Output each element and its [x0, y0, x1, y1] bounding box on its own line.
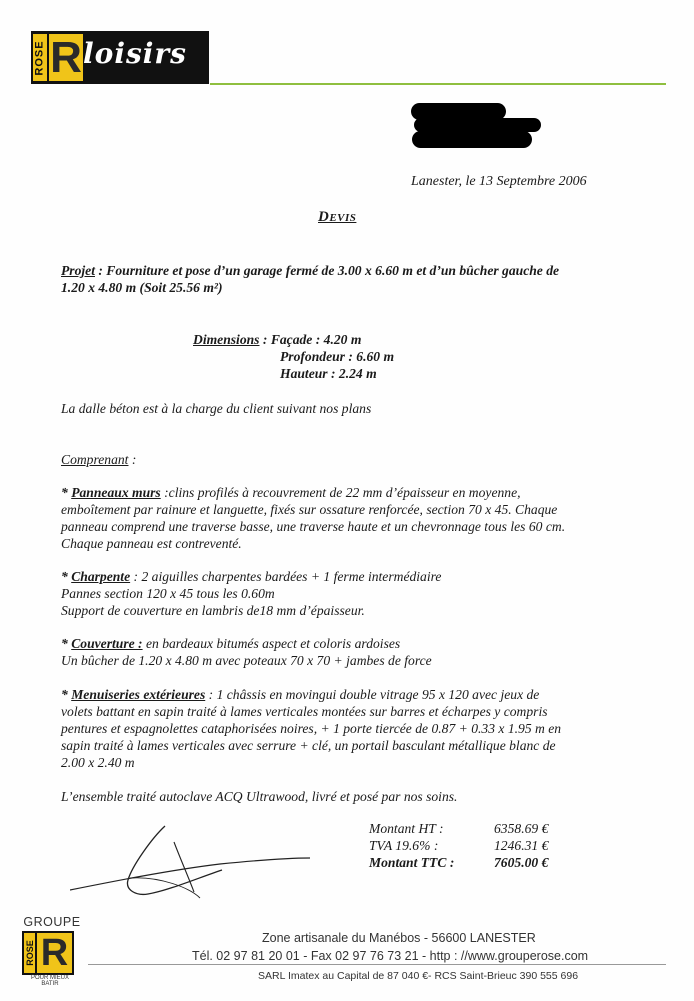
menuiseries-line-2: volets battant en sapin traité à lames verticales montées sur barres et écharpes y compris	[61, 704, 548, 719]
dalle-note: La dalle béton est à la charge du client suivant nos plans	[61, 401, 372, 416]
footer-divider	[88, 964, 666, 965]
footer-logo-tagline: POUR MIEUX BATIR	[30, 975, 69, 987]
company-logo	[31, 31, 209, 84]
menuiseries-line-4: sapin traité à lames verticales avec serrure + clé, un portail basculant métallique blanc de	[61, 738, 556, 753]
charpente-text-1: : 2 aiguilles charpentes bardées + 1 ferme intermédiaire	[130, 569, 442, 584]
dimensions-hauteur: Hauteur : 2.24 m	[280, 366, 377, 381]
panneaux-line-3: panneau comprend une traverse basse, une traverse haute et un chevronnage tous les 60 cm.	[61, 519, 566, 534]
footer-legal: SARL Imatex au Capital de 87 040 €- RCS Saint-Brieuc 390 555 696	[258, 970, 579, 982]
footer-contact: Tél. 02 97 81 20 01 - Fax 02 97 76 73 21 - http : //www.grouperose.com	[192, 949, 589, 963]
couverture-label: Couverture :	[71, 636, 143, 651]
footer-logo	[22, 915, 82, 987]
dimensions-label: Dimensions	[193, 332, 260, 347]
menuiseries-star: *	[61, 687, 72, 702]
panneaux-label: Panneaux murs	[71, 485, 161, 500]
projet-line-2: 1.20 x 4.80 m (Soit 25.56 m²)	[61, 280, 223, 295]
projet-text-1: : Fourniture et pose d’un garage fermé de 3.00 x 6.60 m et d’un bûcher gauche de	[94, 263, 560, 278]
footer-logo-groupe: GROUPE	[23, 915, 81, 929]
menuiseries-label: Menuiseries extérieures	[71, 687, 206, 702]
dimensions-facade: Façade : 4.20 m	[270, 332, 362, 347]
tva-value: 1246.31 €	[494, 838, 549, 853]
logo-rose-band	[33, 34, 47, 81]
date-line: Lanester, le 13 Septembre 2006	[411, 174, 587, 189]
charpente-line-2: Pannes section 120 x 45 tous les 0.60m	[61, 586, 275, 601]
charpente-label: Charpente	[71, 569, 131, 584]
menuiseries-text-1: : 1 châssis en movingui double vitrage 95 x 120 avec jeux de	[205, 687, 540, 702]
panneaux-star: *	[61, 485, 72, 500]
panneaux-line-4: Chaque panneau est contreventé.	[61, 536, 242, 551]
projet-line-1	[61, 262, 559, 279]
menuiseries-line-1	[61, 686, 539, 703]
logo-r-letter: R	[50, 33, 82, 82]
dimensions-sep: :	[259, 332, 271, 347]
ttc-value: 7605.00 €	[494, 855, 549, 870]
tva-label: TVA 19.6% :	[369, 838, 439, 853]
menuiseries-line-5: 2.00 x 2.40 m	[61, 755, 135, 770]
ht-label: Montant HT :	[369, 821, 444, 836]
ensemble-note: L’ensemble traité autoclave ACQ Ultrawood, livré et posé par nos soins.	[61, 789, 458, 804]
footer-logo-rose: ROSE	[24, 940, 35, 966]
dimensions-profondeur: Profondeur : 6.60 m	[280, 349, 395, 364]
ttc-label: Montant TTC :	[369, 855, 455, 870]
projet-label: Projet	[61, 263, 95, 278]
signature-drawing	[70, 818, 320, 908]
redacted-recipient-line-3	[412, 131, 532, 148]
menuiseries-line-3: pentures et espagnolettes cataphorisées noires, + 1 porte tiercée de 0.87 + 0.33 x 1.95 m en	[61, 721, 562, 736]
panneaux-line-2: emboîtement par rainure et languette, fixés sur ossature renforcée, section 70 x 45. Chaque	[61, 502, 558, 517]
charpente-line-1	[61, 568, 441, 585]
charpente-line-3: Support de couverture en lambris de18 mm d’épaisseur.	[61, 603, 365, 618]
redacted-recipient-line-2	[414, 118, 541, 132]
couverture-star: *	[61, 636, 72, 651]
header-divider	[210, 83, 666, 85]
footer-address: Zone artisanale du Manébos - 56600 LANESTER	[262, 931, 536, 945]
couverture-line-1	[61, 635, 400, 652]
comprenant-heading	[61, 451, 136, 468]
comprenant-label: Comprenant	[61, 452, 129, 467]
panneaux-text-1: :clins profilés à recouvrement de 22 mm d’épaisseur en moyenne,	[160, 485, 521, 500]
footer-logo-mark	[22, 931, 74, 975]
couverture-text-1: en bardeaux bitumés aspect et coloris ardoises	[142, 636, 401, 651]
comprenant-suffix: :	[128, 452, 137, 467]
panneaux-line-1	[61, 484, 521, 501]
ht-value: 6358.69 €	[494, 821, 549, 836]
charpente-star: *	[61, 569, 72, 584]
footer-logo-rose-band	[24, 933, 35, 973]
logo-rose-text: ROSE	[34, 39, 46, 76]
document-title: Devis	[318, 209, 357, 225]
dimensions-facade-line	[193, 331, 361, 348]
logo-loisirs-text: loisirs	[83, 37, 187, 70]
footer-logo-r: R	[37, 933, 72, 973]
couverture-line-2: Un bûcher de 1.20 x 4.80 m avec poteaux 70 x 70 + jambes de force	[61, 653, 432, 668]
